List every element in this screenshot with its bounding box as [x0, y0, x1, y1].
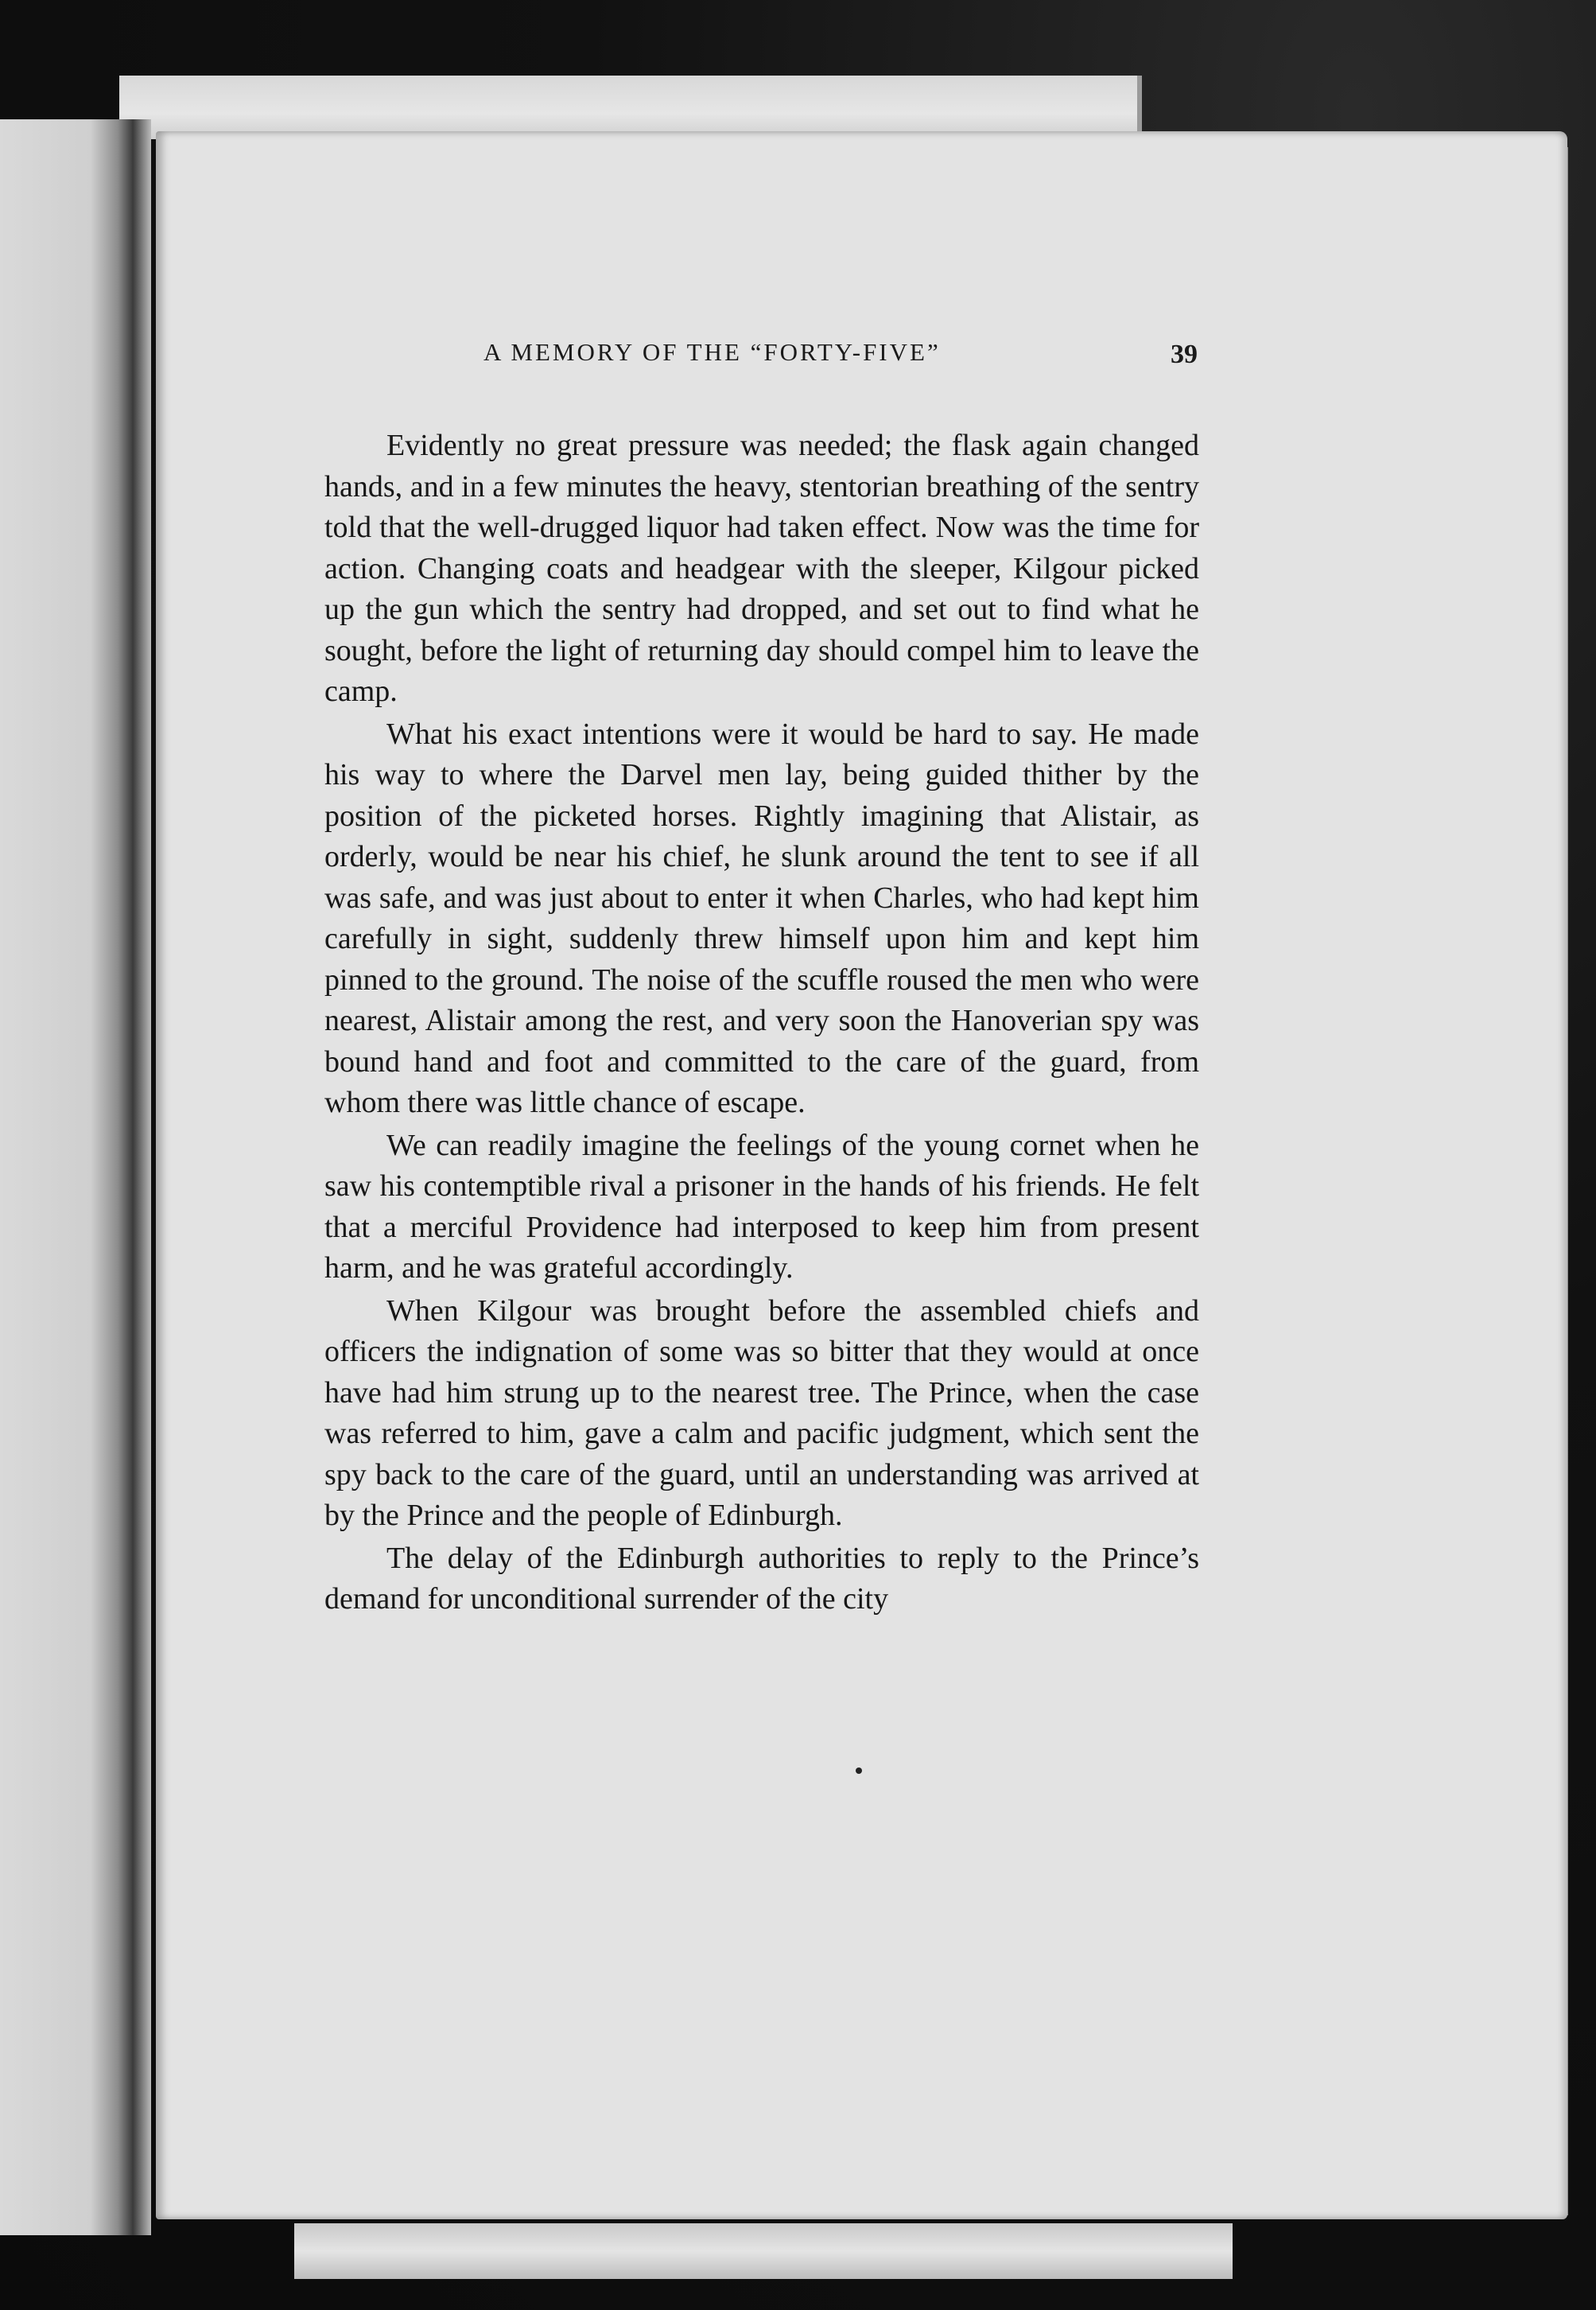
- paragraph: The delay of the Edinburgh authorities to reply to the Prince’s demand for unconditional surrender of the city: [324, 1541, 1199, 1616]
- running-title: A MEMORY OF THE “FORTY-FIVE”: [483, 338, 941, 366]
- back-page-edge-top: [119, 76, 1142, 139]
- paragraph: What his exact intentions were it would be hard to say. He made his way to where the Darvel men lay, being guided thither by the position of the picketed horses. Rightly imagining that Alistair, as orderly, would be near his chief, he slunk around the tent to see if all was safe, and was just about to enter it when Charles, who had kept him carefully in sight, suddenly threw himself upon him and kept him pinned to the ground. The noise of the scuffle roused the men who were nearest, Alistair among the rest, and very soon the Hanoverian spy was bound hand and foot and committed to the care of the guard, from whom there was little chance of escape.: [324, 717, 1199, 1119]
- paragraph: When Kilgour was brought before the assembled chiefs and officers the indignation of some was so bitter that they would at once have had him strung up to the nearest tree. The Prince, when the case was referred to him, gave a calm and pacific judgment, which sent the spy back to the care of the guard, until an understanding was arrived at by the Prince and the people of Edinburgh.: [324, 1293, 1199, 1532]
- paragraph: Evidently no great pressure was needed; the flask again changed hands, and in a few minutes the heavy, stentorian breathing of the sentry told that the well-drugged liquor had taken effect. Now was the time for action. Changing coats and headgear with the sleeper, Kilgour picked up the gun which the sentry had dropped, and set out to find what he sought, before the light of returning day should compel him to leave the camp.: [324, 429, 1199, 708]
- running-head: [324, 338, 1199, 386]
- page-number: 39: [1171, 340, 1198, 369]
- back-page-edge-bottom: [294, 2223, 1233, 2279]
- page-text-block: [324, 338, 1199, 1620]
- paragraph: We can readily imagine the feelings of the young cornet when he saw his contemptible rival a prisoner in the hands of his friends. He felt that a merciful Providence had interposed to keep him from present harm, and he was grateful accordingly.: [324, 1128, 1199, 1285]
- book-binding: [0, 119, 151, 2235]
- ink-speck: [856, 1768, 862, 1774]
